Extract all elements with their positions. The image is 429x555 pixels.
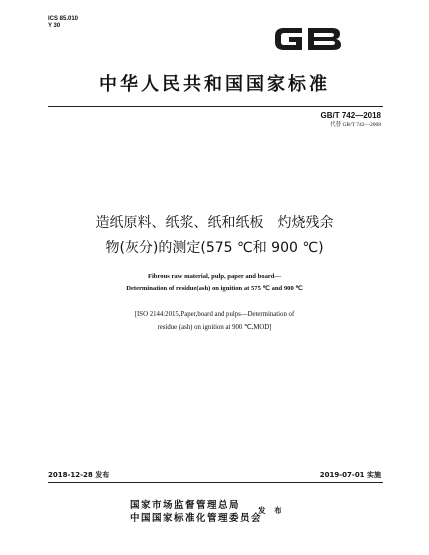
top-divider — [48, 106, 383, 107]
ics-code: ICS 85.010 — [48, 16, 79, 22]
bottom-divider — [48, 482, 383, 483]
iso-reference — [0, 308, 429, 334]
chinese-title-line2: 物(灰分)的测定(575 ℃和 900 ℃) — [105, 240, 324, 256]
issuer-samr: 国家市场监督管理总局 — [130, 500, 241, 511]
implement-date: 2019-07-01 实施 — [319, 471, 381, 479]
classification-codes — [48, 16, 78, 30]
issue-label: 发 布 — [258, 506, 285, 515]
english-title — [0, 271, 429, 295]
standard-number-block — [321, 111, 381, 128]
issuing-authorities — [130, 499, 262, 525]
chinese-title-line1: 造纸原料、纸浆、纸和纸板 灼烧残余 — [95, 215, 334, 231]
chinese-title — [0, 211, 429, 261]
gb-logo — [272, 22, 344, 56]
standard-number: GB/T 742—2018 — [320, 111, 381, 120]
english-title-line2: Determination of residue(ash) on ignition at 575 ℃ and 900 ℃ — [126, 285, 303, 292]
national-standard-heading: 中华人民共和国国家标准 — [99, 74, 330, 95]
english-title-line1: Fibrous raw material, pulp, paper and board— — [147, 273, 282, 280]
iso-reference-line1: [ISO 2144:2015,Paper,board and pulps—Determination of — [134, 311, 295, 318]
issuer-sac: 中国国家标准化管理委员会 — [130, 513, 263, 524]
iso-reference-line2: residue (ash) on ignition at 900 ℃,MOD] — [157, 324, 272, 331]
issue-date: 2018-12-28 发布 — [48, 471, 110, 479]
replaces-note: 代替 GB/T 742—2008 — [330, 122, 381, 128]
ccs-code: Y 30 — [48, 23, 61, 29]
